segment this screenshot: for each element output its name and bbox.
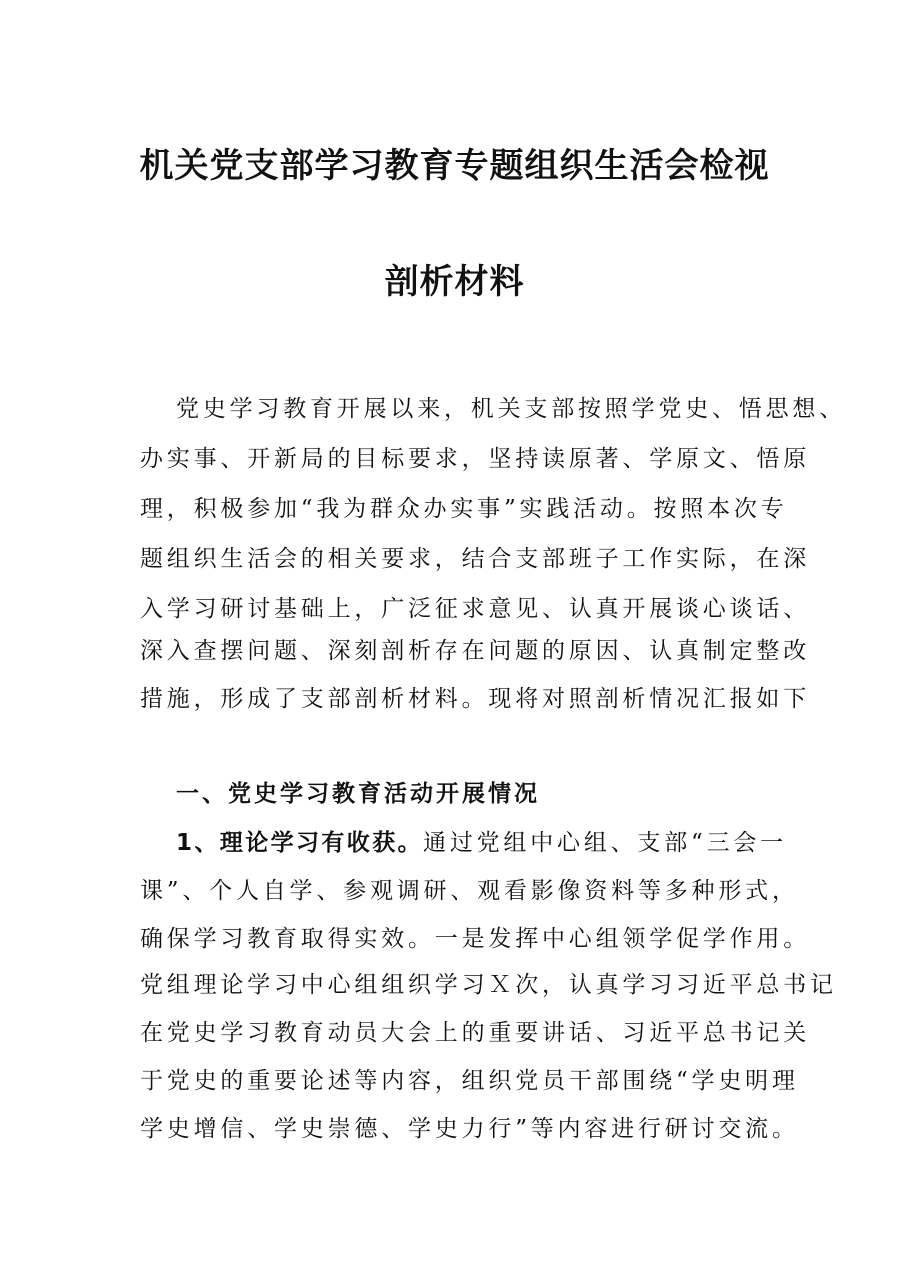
section-1-heading: 一、党史学习教育活动开展情况 <box>176 781 540 807</box>
item-1-paragraph-line: 党组理论学习中心组组织学习Ｘ次，认真学习习近平总书记 <box>140 972 837 998</box>
intro-paragraph-line: 深入查摆问题、深刻剖析存在问题的原因、认真制定整改 <box>140 638 810 664</box>
item-1-paragraph-line: 于党史的重要论述等内容，组织党员干部围绕“学史明理 <box>140 1068 799 1094</box>
item-1-paragraph-line: 学史增信、学史崇德、学史力行”等内容进行研讨交流。 <box>140 1116 799 1142</box>
item-1-paragraph-line: 在党史学习教育动员大会上的重要讲话、习近平总书记关 <box>140 1020 810 1046</box>
intro-paragraph-line: 党史学习教育开展以来，机关支部按照学党史、悟思想、 <box>176 396 846 422</box>
document-title-line-2: 剖析材料 <box>384 262 525 302</box>
intro-paragraph-line: 入学习研讨基础上，广泛征求意见、认真开展谈心谈话、 <box>140 596 810 622</box>
item-1-first-line-rest: 通过党组中心组、支部“三会一 <box>423 830 787 856</box>
document-title-line-1: 机关党支部学习教育专题组织生活会检视 <box>139 146 770 186</box>
item-1-paragraph-line: 确保学习教育取得实效。一是发挥中心组领学促学作用。 <box>140 926 810 952</box>
intro-paragraph-line: 办实事、开新局的目标要求，坚持读原著、学原文、悟原 <box>140 446 810 472</box>
item-1-first-line <box>176 827 787 859</box>
intro-paragraph-line: 题组织生活会的相关要求，结合支部班子工作实际，在深 <box>140 546 810 572</box>
item-1-paragraph-line: 课”、个人自学、参观调研、观看影像资料等多种形式， <box>140 878 799 904</box>
intro-paragraph-line: 理，积极参加“我为群众办实事”实践活动。按照本次专 <box>140 496 788 522</box>
item-1-bold-lead: 1、理论学习有收获。 <box>176 830 424 856</box>
intro-paragraph-line: 措施，形成了支部剖析材料。现将对照剖析情况汇报如下 <box>140 686 810 712</box>
